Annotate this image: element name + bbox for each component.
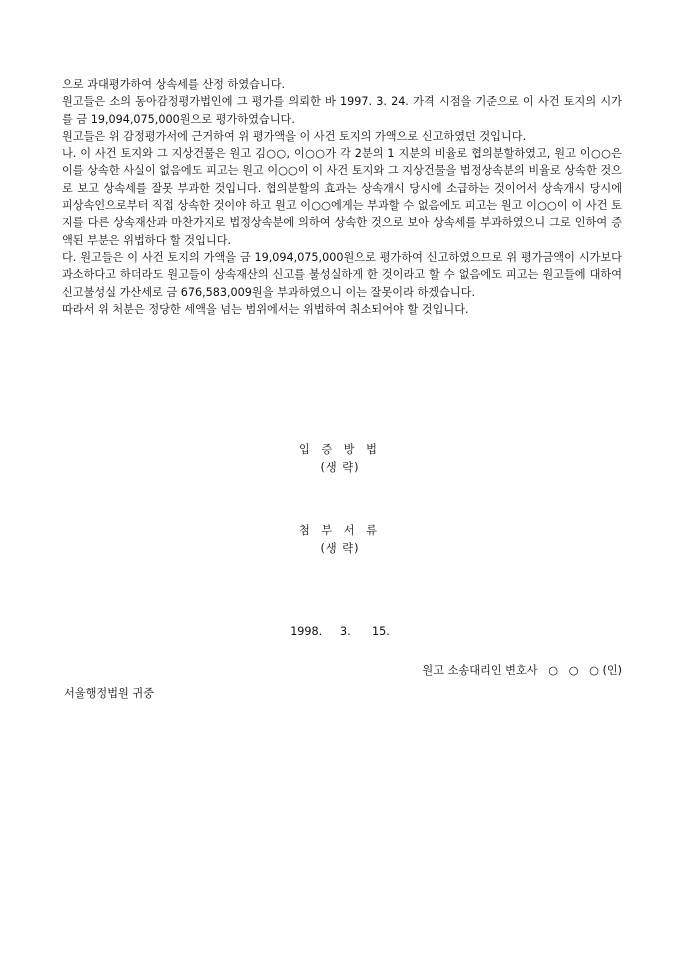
evidence-note: (생 략) bbox=[320, 461, 360, 474]
evidence-section bbox=[0, 441, 680, 477]
attachments-heading: 첨 부 서 류 bbox=[299, 524, 381, 537]
document-body bbox=[62, 76, 622, 318]
paragraph-declaration: 원고들은 위 감정평가서에 근거하여 위 평가액을 이 사건 토지의 가액으로 신고하였던 것입니다. bbox=[62, 129, 527, 143]
paragraph-appraisal: 원고들은 소의 동아감정평가법인에 그 평가를 의뢰한 바 1997. 3. 24. 가격 시점을 기준으로 이 사건 토지의 시가를 금 19,094,075,000원으로 평가하였습니다. bbox=[62, 95, 622, 126]
attachments-note: (생 략) bbox=[320, 542, 360, 555]
evidence-heading: 입 증 방 법 bbox=[299, 443, 381, 456]
paragraph-continuation: 으로 과대평가하여 상속세를 산정 하였습니다. bbox=[62, 78, 286, 91]
paragraph-na: 나. 이 사건 토지와 그 지상건물은 원고 김○○, 이○○가 각 2분의 1 지분의 비율로 협의분할하였고, 원고 이○○은 이를 상속한 사실이 없음에도 피고는 원고 이○○이 이 사건 토지와 그 지상건물을 법정상속분의 비율로 상속한 것으로 보고 상속세를 잘못 부과한 것입니다. 협의분할의 효과는 상속개시 당시에 소급하는 것이어서 상속개시 당시에 피상속인으로부터 직접 상속한 것이야 하고 원고 이○○에게는 부과할 수 없음에도 피고는 원고 이○○이 이 사건 토지를 다른 상속재산과 마찬가지로 법정상속분에 의하여 상속한 것으로 보아 상속세를 부과하였으니 그로 인하여 증액된 부분은 위법하다 할 것입니다. bbox=[62, 147, 622, 247]
attorney-signature: 원고 소송대리인 변호사 ○ ○ ○ (인) bbox=[422, 664, 622, 677]
paragraph-da: 다. 원고들은 이 사건 토지의 가액을 금 19,094,075,000원으로 평가하여 신고하였으므로 위 평가금액이 시가보다 과소하다고 하더라도 원고들이 상속재산의 신고를 불성실하게 한 것이라고 할 수 없음에도 피고는 원고들에 대하여 신고불성실 가산세로 금 676,583,009원을 부과하였으니 이는 잘못이라 하겠습니다. bbox=[62, 250, 622, 299]
attachments-section bbox=[0, 522, 680, 558]
paragraph-conclusion: 따라서 위 처분은 정당한 세액을 넘는 범위에서는 위법하여 취소되어야 할 것입니다. bbox=[62, 302, 469, 316]
court-addressee: 서울행정법원 귀중 bbox=[64, 687, 155, 700]
filing-date: 1998. 3. 15. bbox=[290, 625, 390, 638]
